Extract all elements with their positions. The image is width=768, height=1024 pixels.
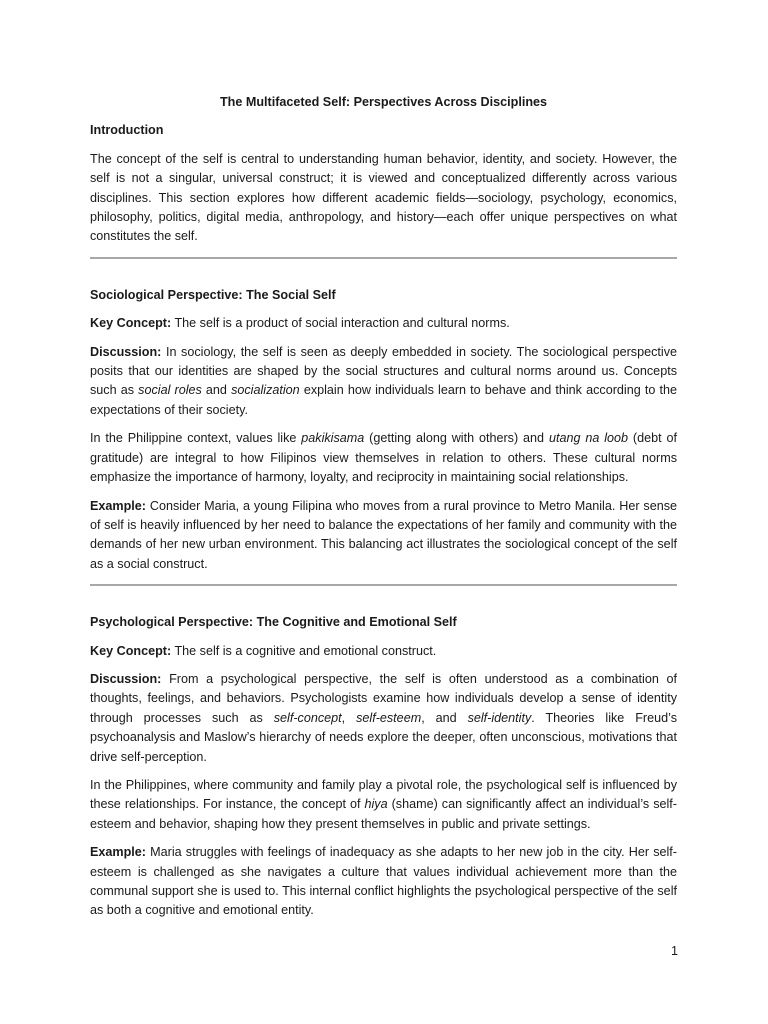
key-concept-text: The self is a product of social interaction and cultural norms.: [174, 316, 510, 331]
psychological-philippine-context: [90, 776, 677, 834]
context-text: (debt of gratitude) are integral to how Filipinos view themselves in relation to others. These cultural norms emphasize the importance of harmony, loyalty, and reciprocity in maintaining social relationships.: [90, 431, 677, 485]
context-text: In the Philippine context, values like: [90, 431, 302, 446]
term: self-identity: [467, 710, 532, 725]
example-label: Example:: [90, 845, 146, 860]
sociological-example: [90, 497, 677, 575]
example-text: Consider Maria, a young Filipina who moves from a rural province to Metro Manila. Her sense of self is heavily influenced by her need to balance the expectations of her family and community with the demands of her new urban environment. This balancing act illustrates the sociological concept of the self as a social construct.: [90, 498, 678, 571]
section-divider: [90, 257, 677, 259]
discussion-text: ,: [341, 710, 357, 725]
key-concept-label: Key Concept:: [90, 643, 172, 658]
discussion-label: Discussion:: [90, 671, 162, 686]
sociological-discussion: [90, 343, 677, 421]
term: self-concept: [273, 710, 342, 725]
example-label: Example:: [90, 498, 146, 513]
term: hiya: [364, 797, 388, 812]
term: utang na loob: [548, 431, 629, 446]
example-text: Maria struggles with feelings of inadequacy as she adapts to her new job in the city. Her self-esteem is challenged as she navigates a culture that values individual achievement more than the communal support she is used to. This internal conflict highlights the psychological perspective of the self as both a cognitive and emotional entity.: [90, 845, 677, 918]
sociological-key-concept: [90, 314, 677, 333]
page-number: 1: [670, 944, 678, 958]
intro-paragraph: The concept of the self is central to understanding human behavior, identity, and society. However, the self is not a singular, universal construct; it is viewed and conceptualized differently across various disciplines. This section explores how different academic fields—sociology, psychology, economics, philosophy, politics, digital media, anthropology, and history—each offer unique perspectives on what constitutes the self.: [90, 151, 677, 244]
psychological-key-concept: [90, 642, 677, 661]
sociological-heading: Sociological Perspective: The Social Self: [90, 287, 336, 302]
discussion-text: . Theories like Freud’s psychoanalysis and Maslow’s hierarchy of needs explore the deeper, often unconscious, motivations that drive self-perception.: [90, 710, 677, 764]
term: pakikisama: [301, 431, 365, 446]
discussion-text: From a psychological perspective, the self is often understood as a combination of thoughts, feelings, and behaviors. Psychologists examine how individuals develop a sense of identity through processes such as: [90, 671, 678, 725]
context-text: (getting along with others) and: [364, 431, 549, 446]
context-text: (shame) can significantly affect an individual’s self-esteem and behavior, shaping how they present themselves in public and private settings.: [90, 797, 677, 831]
term: self-esteem: [356, 710, 422, 725]
section-divider: [90, 584, 677, 586]
discussion-text: In sociology, the self is seen as deeply embedded in society. The sociological perspective posits that our identities are shaped by the social structures and cultural norms around us. Concepts such as: [90, 344, 677, 398]
psychological-example: [90, 843, 677, 921]
discussion-label: Discussion:: [90, 344, 162, 359]
discussion-text: explain how individuals learn to behave and think according to the expectations of their society.: [90, 383, 677, 417]
psychological-heading: Psychological Perspective: The Cognitive and Emotional Self: [90, 615, 457, 630]
intro-heading: Introduction: [90, 123, 164, 138]
context-text: In the Philippines, where community and family play a pivotal role, the psychological self is influenced by these relationships. For instance, the concept of: [90, 777, 677, 812]
psychological-discussion: [90, 670, 677, 767]
discussion-text: and: [201, 383, 232, 398]
key-concept-text: The self is a cognitive and emotional construct.: [174, 643, 437, 658]
document-page: [90, 93, 677, 930]
discussion-text: , and: [421, 710, 468, 725]
document-title: The Multifaceted Self: Perspectives Across Disciplines: [219, 95, 548, 109]
sociological-philippine-context: [90, 429, 677, 487]
term: social roles: [138, 383, 202, 398]
key-concept-label: Key Concept:: [90, 316, 172, 331]
term: socialization: [231, 383, 300, 398]
